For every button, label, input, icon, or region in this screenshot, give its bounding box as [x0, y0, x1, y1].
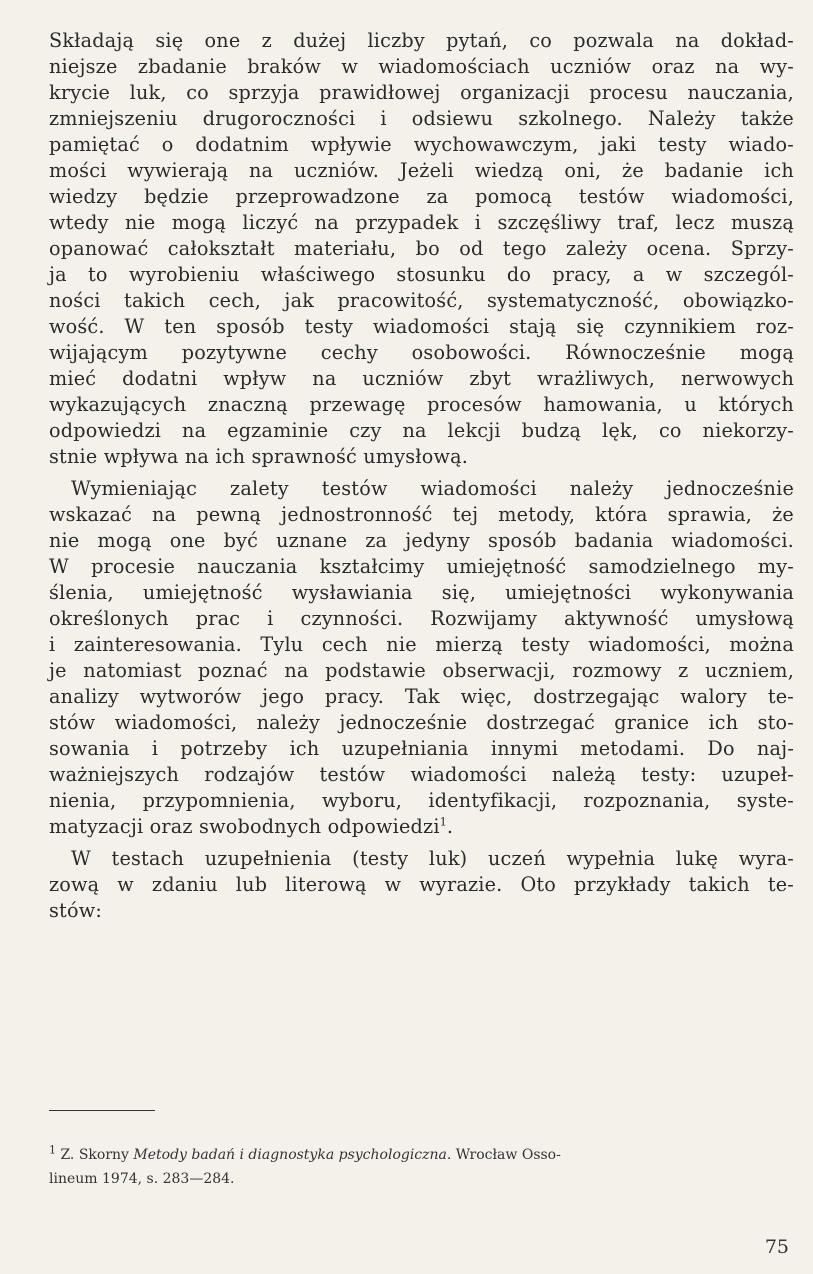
text-line: mości wywierają na uczniów. Jeżeli wiedzą oni, że badanie ich [49, 159, 794, 182]
text-line: wskazać na pewną jednostronność tej metody, która sprawia, że [49, 503, 794, 526]
footnote-publisher: Wrocław Osso- [455, 1147, 561, 1163]
text-line: mieć dodatni wpływ na uczniów zbyt wrażliwych, nerwowych [49, 367, 794, 390]
text-line: stów: [49, 899, 102, 922]
footnote-title: Metody badań i diagnostyka psychologiczna. [133, 1147, 452, 1163]
text-line: nie mogą one być uznane za jedyny sposób badania wiadomości. [49, 529, 794, 552]
footnote-line-2: lineum 1974, s. 283—284. [49, 1171, 235, 1187]
text-line: sowania i potrzeby ich uzupełniania innymi metodami. Do naj- [49, 737, 794, 760]
text-line: ślenia, umiejętność wysławiania się, umiejętności wykonywania [49, 581, 794, 604]
text-line: ności takich cech, jak pracowitość, systematyczność, obowiązko- [49, 289, 794, 312]
footnote-ref: 1 [439, 815, 447, 829]
text-line: ja to wyrobieniu właściwego stosunku do pracy, a w szczegól- [49, 263, 794, 286]
text-line: odpowiedzi na egzaminie czy na lekcji budzą lęk, co niekorzy- [49, 419, 794, 442]
text-line-with-footnote-ref [49, 814, 794, 840]
footnote [49, 1143, 789, 1191]
text-line: ważniejszych rodzajów testów wiadomości należą testy: uzupeł- [49, 763, 794, 786]
text-line: wiedzy będzie przeprowadzone za pomocą testów wiadomości, [49, 185, 794, 208]
sentence-end: . [446, 815, 454, 838]
text-line: zową w zdaniu lub literową w wyrazie. Oto przykłady takich te- [49, 873, 794, 896]
text-line: pamiętać o dodatnim wpływie wychowawczym, jaki testy wiado- [49, 133, 794, 156]
text-line: wtedy nie mogą liczyć na przypadek i szczęśliwy traf, lecz muszą [49, 211, 794, 234]
text-line: stnie wpływa na ich sprawność umysłową. [49, 445, 469, 468]
text-line: matyzacji oraz swobodnych odpowiedzi [49, 815, 440, 838]
text-line: W testach uzupełnienia (testy luk) uczeń wypełnia lukę wyra- [71, 847, 794, 870]
page-number: 75 [764, 1236, 789, 1258]
body-text [49, 28, 794, 924]
text-line: Składają się one z dużej liczby pytań, co pozwala na dokład- [49, 29, 794, 52]
text-line: nienia, przypomnienia, wyboru, identyfikacji, rozpoznania, syste- [49, 789, 794, 812]
text-line: określonych prac i czynności. Rozwijamy aktywność umysłową [49, 607, 794, 630]
footnote-divider [49, 1110, 155, 1111]
paragraph-1 [49, 28, 794, 470]
text-line: niejsze zbadanie braków w wiadomościach uczniów oraz na wy- [49, 55, 794, 78]
text-line: zmniejszeniu drugoroczności i odsiewu szkolnego. Należy także [49, 107, 794, 130]
text-line: krycie luk, co sprzyja prawidłowej organizacji procesu nauczania, [49, 81, 794, 104]
paragraph-2 [49, 476, 794, 840]
paragraph-3 [49, 846, 794, 924]
footnote-marker: 1 [49, 1143, 56, 1157]
footnote-author: Z. Skorny [60, 1147, 129, 1163]
text-line: wykazujących znaczną przewagę procesów hamowania, u których [49, 393, 794, 416]
text-line: je natomiast poznać na podstawie obserwacji, rozmowy z uczniem, [49, 659, 794, 682]
text-line: Wymieniając zalety testów wiadomości należy jednocześnie [71, 477, 794, 500]
text-line: wijającym pozytywne cechy osobowości. Równocześnie mogą [49, 341, 794, 364]
text-line: wość. W ten sposób testy wiadomości stają się czynnikiem roz- [49, 315, 794, 338]
text-line: opanować całokształt materiału, bo od tego zależy ocena. Sprzy- [49, 237, 794, 260]
text-line: W procesie nauczania kształcimy umiejętność samodzielnego my- [49, 555, 794, 578]
text-line: i zainteresowania. Tylu cech nie mierzą testy wiadomości, można [49, 633, 794, 656]
text-line: stów wiadomości, należy jednocześnie dostrzegać granice ich sto- [49, 711, 794, 734]
footnote-line-1 [49, 1143, 789, 1167]
text-line: analizy wytworów jego pracy. Tak więc, dostrzegając walory te- [49, 685, 794, 708]
